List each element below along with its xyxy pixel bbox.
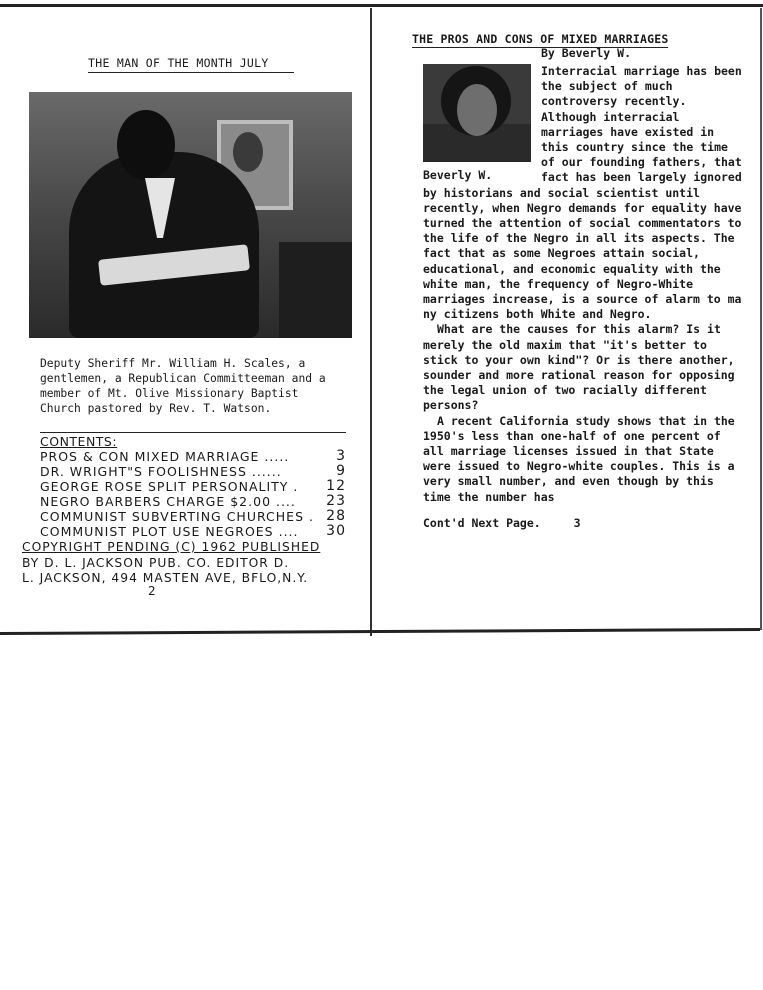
article-byline: By Beverly W. xyxy=(541,46,632,60)
photo-caption: Deputy Sheriff Mr. William H. Scales, a gentlemen, a Republican Committeeman and a member of Mt. Olive Missionary Baptist Church pastored by Rev. T. Watson. xyxy=(40,357,326,415)
article-paragraph: Interracial marriage has been the subject of much controversy recently. Although interracial marriages have existed in this country since the time of our founding fathers, that fact has been largely ignored by historians and social scientist until recently, when Negro demands for equality have turned the attention of social commentators to the life of the Negro in all its aspects. The fact that as some Negroes attain social, educational, and economic equality with the white man, the frequency of Negro-White marriages increase, is a source of alarm to ma ny citizens both White and Negro. xyxy=(423,64,742,322)
bottom-edge-line xyxy=(0,628,760,635)
toc-page: 23 xyxy=(326,493,346,509)
page-spine xyxy=(370,8,372,636)
copyright-notice xyxy=(22,540,352,587)
toc-row xyxy=(40,524,346,539)
table-of-contents xyxy=(40,432,346,539)
toc-page: 12 xyxy=(326,478,346,494)
toc-label: GEORGE ROSE SPLIT PERSONALITY . xyxy=(40,479,299,494)
left-page-number: 2 xyxy=(148,584,156,598)
author-portrait xyxy=(423,64,531,162)
toc-label: DR. WRIGHT"S FOOLISHNESS ...... xyxy=(40,464,282,479)
toc-label: PROS & CON MIXED MARRIAGE ..... xyxy=(40,449,290,464)
toc-page: 9 xyxy=(336,463,346,479)
article-title: THE PROS AND CONS OF MIXED MARRIAGES xyxy=(412,32,669,46)
toc-page: 28 xyxy=(326,508,346,524)
portrait-caption: Beverly W. xyxy=(423,168,493,182)
copyright-line: BY D. L. JACKSON PUB. CO. EDITOR D. xyxy=(22,555,290,570)
toc-row xyxy=(40,494,346,509)
continued-text: Cont'd Next Page. xyxy=(423,516,541,530)
toc-row xyxy=(40,509,346,524)
toc-label: NEGRO BARBERS CHARGE $2.00 .... xyxy=(40,494,296,509)
right-edge-line xyxy=(760,8,762,630)
article-paragraph: A recent California study shows that in the 1950's less than one-half of one percent of all marriage licenses issued in that State were issued to Negro-white couples. This is a very small number, and even though by this time the number has xyxy=(423,413,735,504)
right-page-number: 3 xyxy=(573,516,581,530)
copyright-line: COPYRIGHT PENDING (C) 1962 PUBLISHED xyxy=(22,540,321,554)
toc-row xyxy=(40,449,346,464)
continued-note xyxy=(423,516,581,530)
contents-heading: CONTENTS: xyxy=(40,432,346,449)
left-page-title: THE MAN OF THE MONTH JULY xyxy=(88,56,294,73)
toc-row xyxy=(40,479,346,494)
toc-page: 3 xyxy=(336,448,346,464)
toc-label: COMMUNIST SUBVERTING CHURCHES . xyxy=(40,509,314,524)
toc-page: 30 xyxy=(326,523,346,539)
man-of-month-photo xyxy=(29,92,352,338)
top-edge-line xyxy=(0,4,763,7)
copyright-line: L. JACKSON, 494 MASTEN AVE, BFLO,N.Y. xyxy=(22,571,309,585)
article-paragraph: What are the causes for this alarm? Is it merely the old maxim that "it's better to stick to your own kind"? Or is there another, sounder and more rational reason for opposing the legal union of two racially different persons? xyxy=(423,322,735,413)
toc-label: COMMUNIST PLOT USE NEGROES .... xyxy=(40,524,299,539)
toc-row xyxy=(40,464,346,479)
